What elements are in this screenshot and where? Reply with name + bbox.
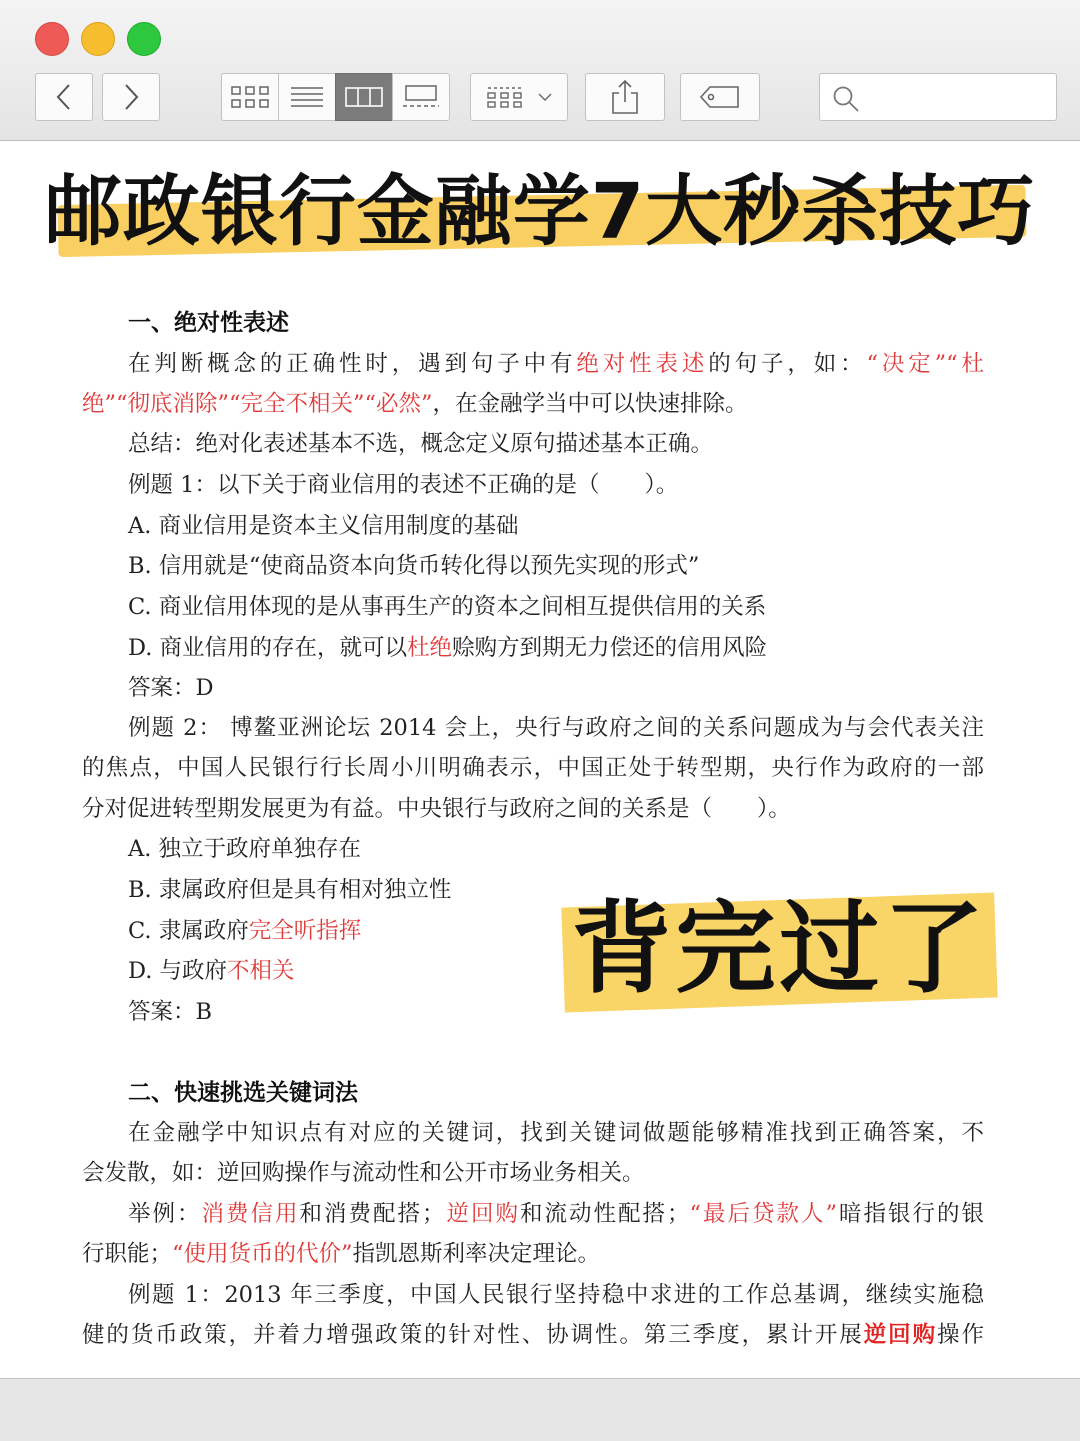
text: 暗指银行的银	[836, 1201, 984, 1227]
section-2-para-2-line-1	[82, 1194, 984, 1234]
example-2-option-a: A. 独立于政府单独存在	[128, 836, 362, 862]
highlight-text: 绝对性表述	[576, 351, 709, 377]
list-view-icon	[290, 86, 324, 108]
text: 举例：	[128, 1201, 202, 1227]
example-1-answer: 答案：D	[128, 675, 214, 701]
close-window-button[interactable]	[35, 22, 69, 56]
list-view-button[interactable]	[278, 73, 336, 121]
highlight-text: 消费信用	[201, 1201, 300, 1227]
share-button[interactable]	[585, 73, 665, 121]
text: C. 隶属政府	[128, 918, 249, 944]
highlight-text: 逆回购	[444, 1201, 520, 1227]
example-1-question: 例题 1：以下关于商业信用的表述不正确的是（ ）。	[128, 472, 679, 498]
text: D. 与政府	[128, 958, 228, 984]
column-view-icon	[345, 86, 383, 108]
search-field[interactable]	[819, 73, 1057, 121]
text: 行职能；	[82, 1241, 173, 1267]
example-2-option-b: B. 隶属政府但是具有相对独立性	[128, 877, 452, 903]
example-1-option-a: A. 商业信用是资本主义信用制度的基础	[128, 513, 519, 539]
text: 指凯恩斯利率决定理论。	[352, 1241, 601, 1267]
gallery-view-icon	[402, 85, 440, 109]
highlight-text: 绝”“彻底消除”“完全不相关”“必然”	[82, 391, 433, 417]
column-view-button[interactable]	[335, 73, 393, 121]
text: D. 商业信用的存在，就可以	[128, 635, 408, 661]
example-2-answer: 答案：B	[128, 999, 213, 1025]
text: 健的货币政策，并着力增强政策的针对性、协调性。第三季度，累计开展	[82, 1322, 864, 1348]
example-1-option-b: B. 信用就是“使商品资本向货币转化得以预先实现的形式”	[128, 553, 700, 579]
section-2-heading: 二、快速挑选关键词法	[128, 1080, 358, 1106]
forward-button[interactable]	[102, 73, 160, 121]
section-1-intro-line-2	[82, 384, 984, 424]
section-2-example-line-2	[82, 1315, 984, 1355]
page-title: 邮政银行金融学7大秒杀技巧	[44, 168, 1036, 257]
highlight-text: “使用货币的代价”	[172, 1241, 353, 1267]
text: 操作	[937, 1322, 984, 1348]
section-1-intro-line-1	[82, 344, 984, 384]
window-status-bar	[0, 1378, 1080, 1441]
grid-view-icon	[230, 85, 270, 109]
icon-view-button[interactable]	[221, 73, 279, 121]
text: 在判断概念的正确性时，遇到句子中有	[128, 351, 577, 377]
section-2-example-line-1: 例题 1：2013 年三季度，中国人民银行坚持稳中求进的工作总基调，继续实施稳	[128, 1282, 984, 1308]
section-1-summary: 总结：绝对化表述基本不选，概念定义原句描述基本正确。	[128, 431, 714, 457]
tag-icon	[699, 85, 741, 109]
example-2-line-3: 分对促进转型期发展更为有益。中央银行与政府之间的关系是（ ）。	[82, 796, 791, 822]
highlight-text: 不相关	[227, 958, 295, 984]
search-input[interactable]	[872, 82, 1054, 114]
example-2-line-1: 例题 2： 博鳌亚洲论坛 2014 会上，央行与政府之间的关系问题成为与会代表关注	[128, 715, 984, 741]
highlight-text: 杜绝	[407, 635, 453, 661]
highlight-text: “决定”“杜	[866, 351, 984, 377]
example-2-line-2: 的焦点，中国人民银行行长周小川明确表示，中国正处于转型期，央行作为政府的一部	[82, 755, 984, 781]
minimize-window-button[interactable]	[81, 22, 115, 56]
sticker-text: 背完过了	[571, 890, 988, 1007]
section-2-para-2-line-2	[82, 1234, 984, 1274]
text: ，在金融学当中可以快速排除。	[432, 391, 748, 417]
window-toolbar	[0, 0, 1080, 141]
example-1-option-c: C. 商业信用体现的是从事再生产的资本之间相互提供信用的关系	[128, 594, 767, 620]
text: 的句子，如：	[708, 351, 867, 377]
search-icon	[832, 85, 860, 113]
text: 和消费配搭；	[299, 1201, 445, 1227]
back-button[interactable]	[35, 73, 93, 121]
share-icon	[610, 79, 640, 115]
highlight-text: “最后贷款人”	[689, 1201, 837, 1227]
group-by-button[interactable]	[470, 73, 568, 121]
tag-button[interactable]	[680, 73, 760, 121]
view-mode-selector	[221, 73, 450, 121]
example-1-option-d	[82, 628, 984, 668]
group-icon	[484, 85, 554, 109]
back-chevron-icon	[54, 82, 74, 112]
text: 赊购方到期无力偿还的信用风险	[452, 635, 768, 661]
section-2-para-1-line-1: 在金融学中知识点有对应的关键词，找到关键词做题能够精准找到正确答案，不	[128, 1120, 984, 1146]
highlight-text: 逆回购	[863, 1322, 938, 1348]
section-2-para-1-line-2: 会发散，如：逆回购操作与流动性和公开市场业务相关。	[82, 1160, 645, 1186]
forward-chevron-icon	[121, 82, 141, 112]
zoom-window-button[interactable]	[127, 22, 161, 56]
gallery-view-button[interactable]	[392, 73, 450, 121]
text: 和流动性配搭；	[519, 1201, 690, 1227]
highlight-text: 完全听指挥	[248, 918, 362, 944]
section-1-heading: 一、绝对性表述	[128, 310, 289, 336]
